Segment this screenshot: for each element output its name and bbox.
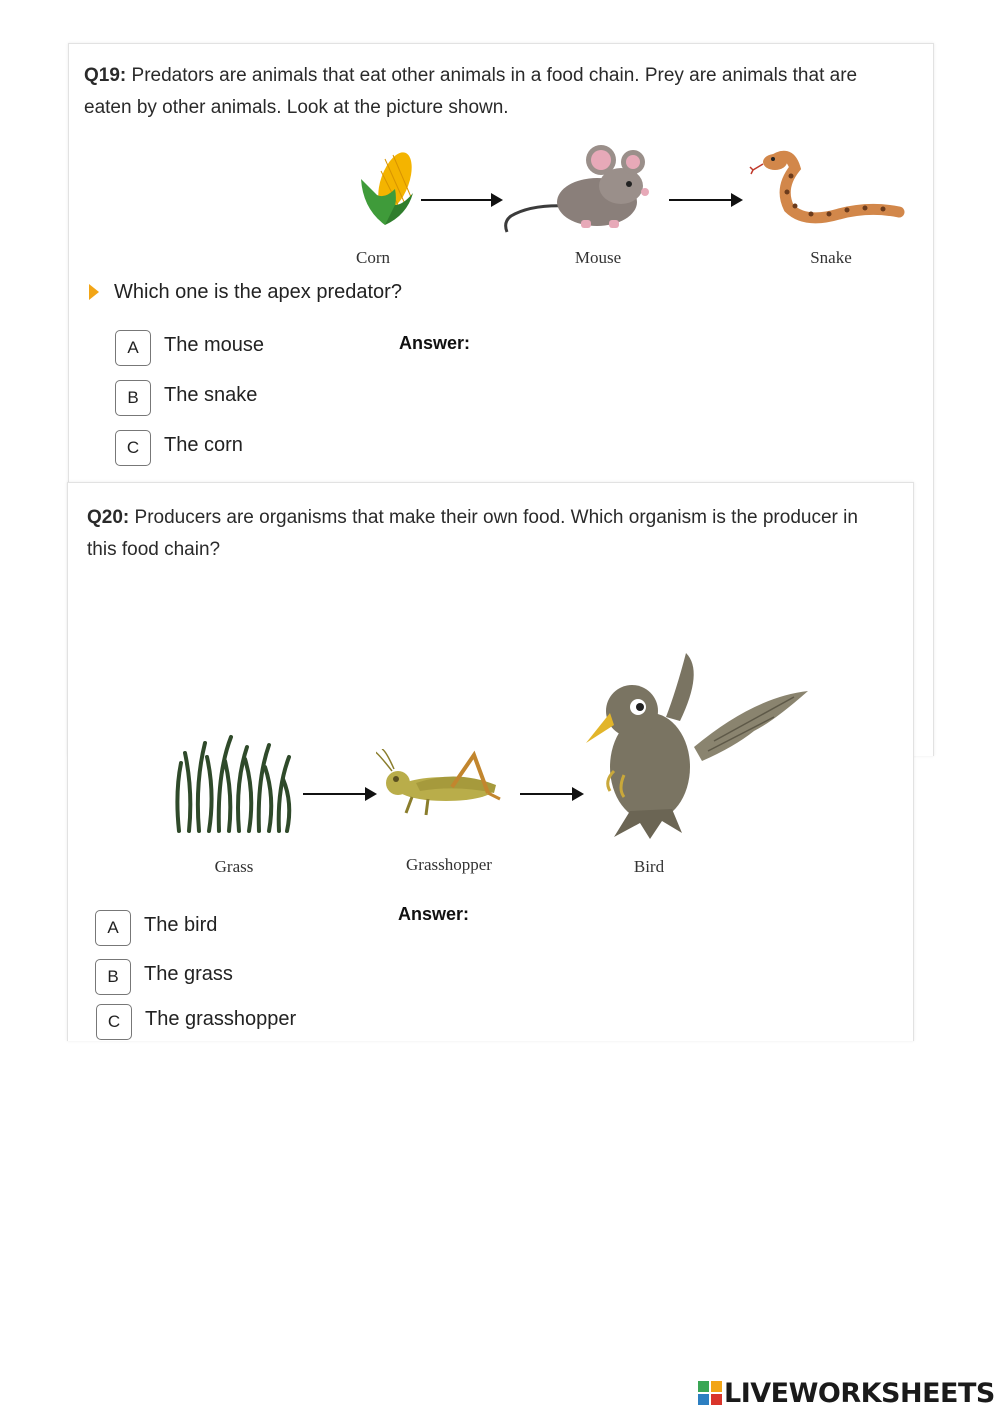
arrow-grass-to-grasshopper [303, 793, 375, 795]
option-b-text: The grass [144, 963, 233, 985]
chain-label-bird: Bird [633, 857, 665, 876]
answer-label: Answer: [398, 904, 470, 924]
question-19-prompt: Which one is the apex predator? [114, 281, 402, 303]
option-c-box[interactable]: C [115, 430, 151, 466]
arrow-corn-to-mouse [421, 199, 501, 201]
grass-image [171, 733, 297, 835]
question-19-body: Predators are animals that eat other animals in a food chain. Prey are animals that are eaten by other animals. Look at the picture shown. [84, 65, 858, 118]
mouse-image [501, 144, 661, 236]
corn-image [355, 149, 423, 229]
option-a-box[interactable]: A [115, 330, 151, 366]
option-a-box[interactable]: A [95, 910, 131, 946]
arrow-mouse-to-snake [669, 199, 741, 201]
question-20-card [67, 482, 914, 1041]
option-c-text: The grasshopper [145, 1008, 297, 1030]
liveworksheets-logo [698, 1378, 995, 1408]
question-20-body: Producers are organisms that make their own food. Which organism is the producer in this food chain? [87, 507, 858, 560]
grasshopper-image [376, 749, 506, 819]
chain-label-grasshopper: Grasshopper [406, 855, 492, 874]
prompt-bullet-icon [89, 284, 99, 300]
option-c-box[interactable]: C [96, 1004, 132, 1040]
question-20-number: Q20: [87, 507, 130, 528]
answer-label: Answer: [399, 333, 471, 353]
option-c-text: The corn [164, 434, 243, 456]
question-20-text [87, 502, 887, 566]
liveworksheets-logo-icon [698, 1381, 722, 1405]
option-b-text: The snake [164, 384, 258, 406]
option-b-box[interactable]: B [95, 959, 131, 995]
option-b-box[interactable]: B [115, 380, 151, 416]
chain-label-snake: Snake [810, 248, 852, 267]
liveworksheets-brand: LIVEWORKSHEETS [724, 1377, 995, 1409]
bird-image [584, 651, 810, 841]
question-19-text [84, 60, 904, 124]
chain-label-mouse: Mouse [574, 248, 622, 267]
chain-label-grass: Grass [214, 857, 254, 876]
snake-image [749, 148, 905, 228]
arrow-grasshopper-to-bird [520, 793, 582, 795]
question-19-number: Q19: [84, 65, 127, 86]
option-a-text: The mouse [164, 334, 265, 356]
chain-label-corn: Corn [356, 248, 390, 267]
option-a-text: The bird [144, 914, 218, 936]
